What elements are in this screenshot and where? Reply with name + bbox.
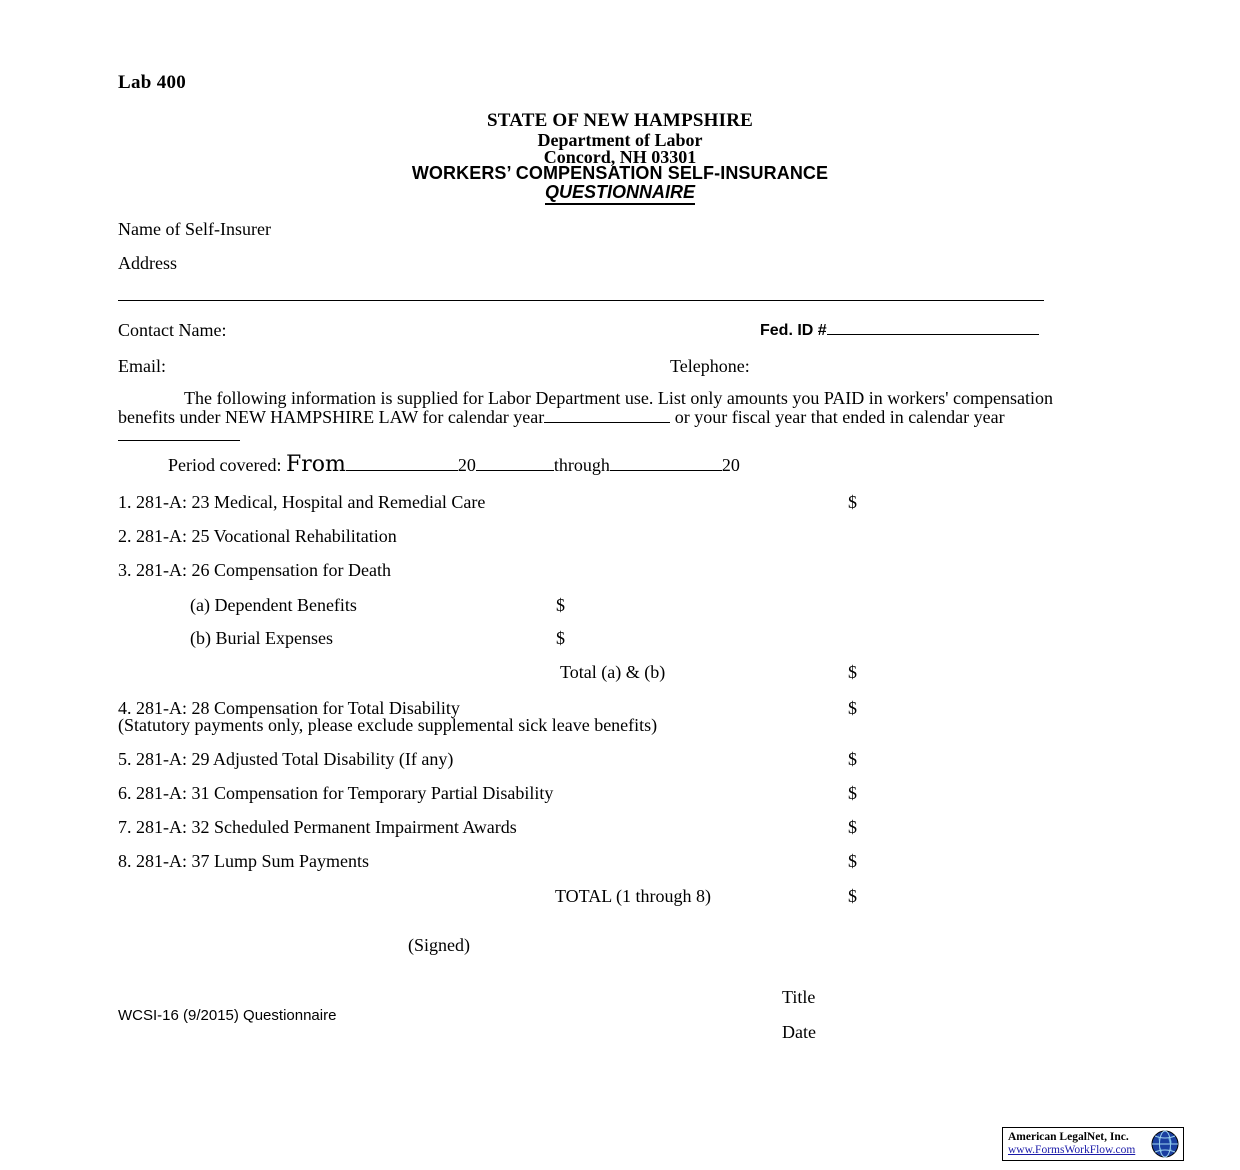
line-item-3: [118, 560, 391, 581]
header-questionnaire-text: QUESTIONNAIRE: [545, 182, 695, 205]
line-item-1-amount[interactable]: $: [848, 492, 857, 512]
line-item-7-amount[interactable]: $: [848, 817, 857, 837]
death-total-label: Total (a) & (b): [560, 662, 666, 682]
label-name-of-self-insurer: Name of Self-Insurer: [118, 219, 271, 239]
line-item-8-text: 281-A: 37 Lump Sum Payments: [136, 851, 369, 871]
header-program: WORKERS’ COMPENSATION SELF-INSURANCE: [411, 163, 829, 183]
fed-id-text: Fed. ID #: [760, 322, 827, 339]
line-item-4-text: 281-A: 28 Compensation for Total Disability: [136, 698, 460, 718]
line-item-7: [118, 817, 517, 838]
death-sub-item-b-amount[interactable]: $: [556, 628, 565, 648]
line-item-5-text: 281-A: 29 Adjusted Total Disability (If any): [136, 749, 454, 769]
calendar-year-blank[interactable]: [544, 409, 670, 423]
period-from-blank[interactable]: [346, 457, 458, 471]
header-city: Concord, NH 03301: [543, 147, 697, 167]
death-sub-item-a-amount[interactable]: $: [556, 595, 565, 615]
address-rule: [118, 300, 1044, 301]
line-item-6-text: 281-A: 31 Compensation for Temporary Partial Disability: [136, 783, 554, 803]
title-label[interactable]: Title: [782, 987, 816, 1007]
line-item-2: [118, 526, 397, 547]
line-item-7-number: 7.: [118, 817, 132, 837]
line-item-3-text: 281-A: 26 Compensation for Death: [136, 560, 391, 580]
label-contact-name: Contact Name:: [118, 320, 227, 340]
line-item-8-number: 8.: [118, 851, 132, 871]
period-label: Period covered:: [168, 455, 282, 475]
line-item-5-amount[interactable]: $: [848, 749, 857, 769]
instructions-paragraph: [118, 389, 1114, 445]
form-number: Lab 400: [118, 72, 187, 93]
grand-total-label: TOTAL (1 through 8): [555, 886, 712, 906]
death-sub-item-a: (a) Dependent Benefits: [190, 595, 357, 615]
line-item-7-text: 281-A: 32 Scheduled Permanent Impairment Awards: [136, 817, 517, 837]
instructions-part2: or your fiscal year that ended in calendar year: [674, 406, 1005, 427]
line-item-1: [118, 492, 485, 513]
period-from-label: From: [285, 452, 346, 477]
line-item-4-amount[interactable]: $: [848, 698, 857, 718]
header-state: STATE OF NEW HAMPSHIRE: [486, 110, 754, 131]
period-through-label: through: [553, 455, 610, 475]
line-item-1-text: 281-A: 23 Medical, Hospital and Remedial Care: [136, 492, 486, 512]
line-item-3-number: 3.: [118, 560, 132, 580]
line-item-2-text: 281-A: 25 Vocational Rehabilitation: [136, 526, 397, 546]
label-email: Email:: [118, 356, 166, 376]
signature-label[interactable]: (Signed): [408, 935, 470, 955]
period-from-year-blank[interactable]: [476, 457, 554, 471]
line-item-6-number: 6.: [118, 783, 132, 803]
line-item-6-amount[interactable]: $: [848, 783, 857, 803]
death-sub-item-b: (b) Burial Expenses: [190, 628, 333, 648]
line-item-4-note: (Statutory payments only, please exclude supplemental sick leave benefits): [118, 715, 658, 735]
death-total-amount[interactable]: $: [848, 662, 857, 682]
globe-icon: [1147, 1128, 1183, 1160]
header-questionnaire: [0, 182, 1240, 203]
period-year-prefix-2: 20: [721, 455, 740, 475]
period-year-prefix-1: 20: [457, 455, 476, 475]
instructions-part1: The following information is supplied for Labor Department use. List only amounts you PAID in workers' compensation benefits under NEW HAMPSHIRE LAW for calendar year: [118, 388, 1053, 427]
label-fed-id: [760, 320, 1039, 340]
line-item-8: [118, 851, 369, 872]
badge-text-block: [1003, 1131, 1147, 1157]
label-address: Address: [118, 253, 177, 273]
line-item-8-amount[interactable]: $: [848, 851, 857, 871]
date-label[interactable]: Date: [782, 1022, 816, 1042]
label-telephone: Telephone:: [670, 356, 750, 376]
grand-total-amount[interactable]: $: [848, 886, 857, 906]
header-department: Department of Labor: [537, 130, 703, 150]
line-item-6: [118, 783, 553, 804]
badge-company-name: American LegalNet, Inc.: [1008, 1131, 1129, 1143]
american-legalnet-badge[interactable]: [1002, 1127, 1184, 1161]
line-item-2-number: 2.: [118, 526, 132, 546]
line-item-5-number: 5.: [118, 749, 132, 769]
fed-id-blank[interactable]: [827, 320, 1039, 335]
period-covered-row: [168, 452, 740, 477]
period-to-blank[interactable]: [610, 457, 722, 471]
footer-form-code: WCSI-16 (9/2015) Questionnaire: [118, 1007, 337, 1024]
line-item-4-number: 4.: [118, 698, 132, 718]
line-item-5: [118, 749, 453, 770]
badge-website-link[interactable]: www.FormsWorkFlow.com: [1008, 1144, 1136, 1156]
fiscal-year-blank[interactable]: [118, 427, 240, 441]
line-item-1-number: 1.: [118, 492, 132, 512]
